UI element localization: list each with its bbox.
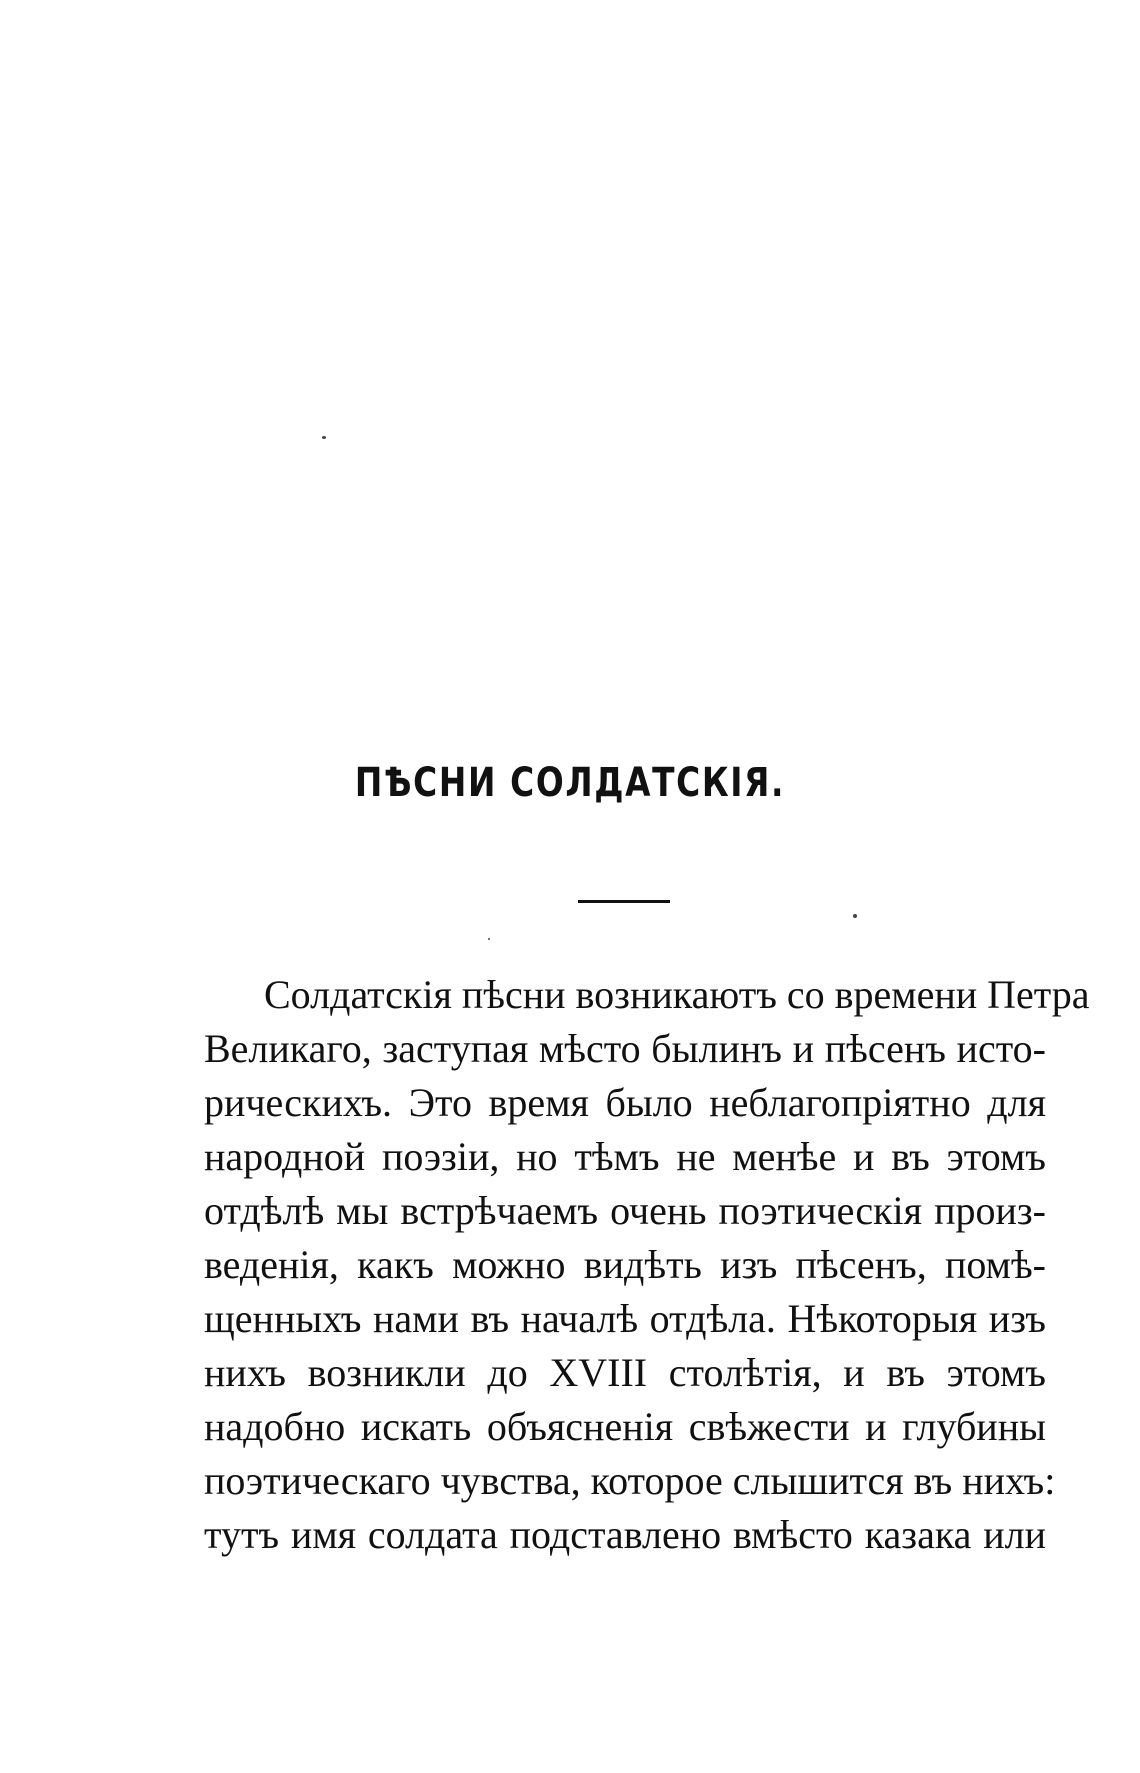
scan-speck (853, 914, 857, 918)
text-line: отдѣлѣ мы встрѣчаемъ очень поэтическія произ- (204, 1188, 1046, 1233)
title-divider (578, 900, 670, 903)
text-line: Солдатскія пѣсни возникаютъ со времени Петра (264, 972, 1090, 1017)
text-line: щенныхъ нами въ началѣ отдѣла. Нѣкоторыя изъ (204, 1296, 1046, 1341)
text-line: народной поэзіи, но тѣмъ не менѣе и въ этомъ (204, 1134, 1046, 1179)
text-line: Великаго, заступая мѣсто былинъ и пѣсенъ исто- (204, 1026, 1046, 1071)
section-title: ПѢСНИ СОЛДАТСКІЯ. (354, 760, 786, 806)
text-line: веденія, какъ можно видѣть изъ пѣсенъ, помѣ- (204, 1242, 1046, 1287)
scan-speck (488, 938, 490, 940)
text-line: нихъ возникли до XVIII столѣтія, и въ этомъ (204, 1350, 1046, 1395)
text-line: надобно искать объясненія свѣжести и глубины (204, 1404, 1046, 1449)
text-line: рическихъ. Это время было неблагопріятно для (204, 1080, 1046, 1125)
body-paragraph (204, 968, 1090, 1562)
scan-speck (322, 436, 326, 439)
text-line: поэтическаго чувства, которое слышится въ нихъ: (204, 1458, 1056, 1503)
text-line: тутъ имя солдата подставлено вмѣсто казака или (204, 1512, 1046, 1557)
